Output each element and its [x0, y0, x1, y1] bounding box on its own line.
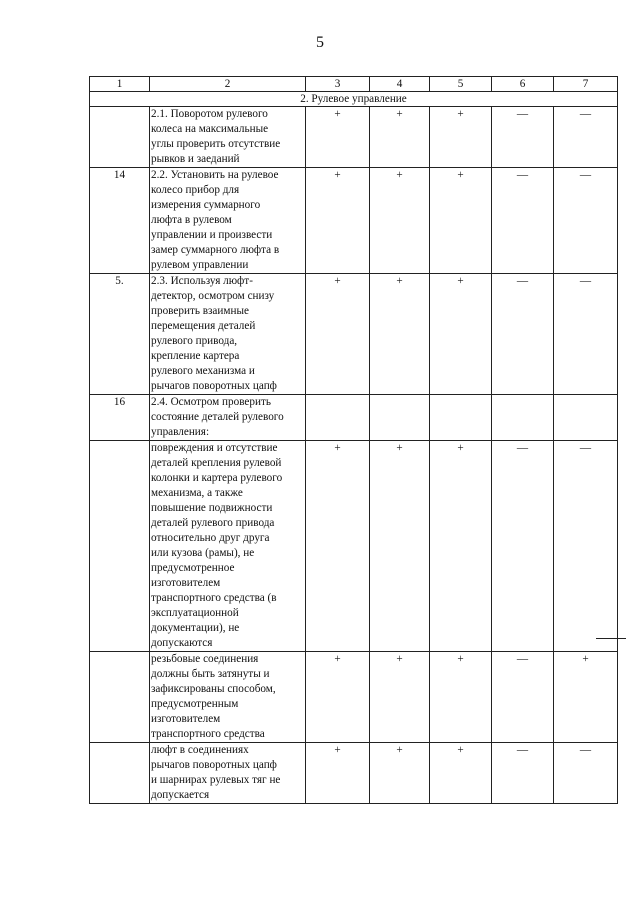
- description-line: допускаются: [151, 637, 213, 649]
- applicability-mark: +: [370, 652, 430, 743]
- description-line: эксплуатационной: [151, 607, 239, 619]
- description-line: рычагов поворотных цапф: [151, 380, 277, 392]
- description-line: управления:: [151, 426, 210, 438]
- applicability-mark: —: [492, 107, 554, 168]
- check-description: [150, 743, 306, 804]
- column-header: 3: [306, 77, 370, 92]
- description-line: проверить взаимные: [151, 305, 249, 317]
- applicability-mark: +: [370, 441, 430, 652]
- description-line: перемещения деталей: [151, 320, 256, 332]
- description-line: крепление картера: [151, 350, 240, 362]
- applicability-mark: +: [430, 441, 492, 652]
- column-header: 5: [430, 77, 492, 92]
- check-description: [150, 441, 306, 652]
- applicability-mark: +: [370, 274, 430, 395]
- table-row: [90, 652, 618, 743]
- check-description: [150, 168, 306, 274]
- column-header: 1: [90, 77, 150, 92]
- description-line: люфта в рулевом: [151, 214, 232, 226]
- description-line: повреждения и отсутствие: [151, 442, 278, 454]
- applicability-mark: +: [430, 743, 492, 804]
- applicability-mark: +: [306, 652, 370, 743]
- applicability-mark: [430, 395, 492, 441]
- description-line: допускается: [151, 789, 210, 801]
- description-line: транспортного средства: [151, 728, 265, 740]
- applicability-mark: [306, 395, 370, 441]
- check-description: [150, 274, 306, 395]
- description-line: состояние деталей рулевого: [151, 411, 284, 423]
- description-line: люфт в соединениях: [151, 744, 249, 756]
- description-line: зафиксированы способом,: [151, 683, 276, 695]
- description-line: изготовителем: [151, 713, 221, 725]
- page-number: 5: [316, 34, 324, 51]
- table-row: [90, 107, 618, 168]
- applicability-mark: —: [492, 441, 554, 652]
- description-line: колонки и картера рулевого: [151, 472, 283, 484]
- applicability-mark: +: [370, 743, 430, 804]
- description-line: транспортного средства (в: [151, 592, 277, 604]
- column-header: 2: [150, 77, 306, 92]
- row-number: [90, 652, 150, 743]
- table-row: [90, 168, 618, 274]
- applicability-mark: +: [306, 274, 370, 395]
- check-description: [150, 395, 306, 441]
- applicability-mark: +: [370, 168, 430, 274]
- description-line: предусмотренным: [151, 698, 239, 710]
- applicability-mark: +: [430, 652, 492, 743]
- applicability-mark: +: [430, 107, 492, 168]
- section-row: [90, 92, 618, 107]
- column-header: 4: [370, 77, 430, 92]
- description-line: относительно друг друга: [151, 532, 270, 544]
- applicability-mark: —: [492, 743, 554, 804]
- description-line: повышение подвижности: [151, 502, 273, 514]
- applicability-mark: [492, 395, 554, 441]
- inspection-table: [89, 76, 618, 804]
- description-line: колеса на максимальные: [151, 123, 269, 135]
- description-line: механизма, а также: [151, 487, 243, 499]
- description-line: рулевого механизма и: [151, 365, 255, 377]
- description-line: 2.1. Поворотом рулевого: [151, 108, 268, 120]
- section-title: 2. Рулевое управление: [90, 92, 618, 107]
- row-number: 14: [90, 168, 150, 274]
- applicability-mark: +: [430, 274, 492, 395]
- row-number: [90, 107, 150, 168]
- description-line: деталей рулевого привода: [151, 517, 275, 529]
- description-line: рулевом управлении: [151, 259, 249, 271]
- applicability-mark: +: [370, 107, 430, 168]
- description-line: предусмотренное: [151, 562, 235, 574]
- applicability-mark: +: [306, 107, 370, 168]
- column-header: 7: [554, 77, 618, 92]
- header-row: [90, 77, 618, 92]
- description-line: замер суммарного люфта в: [151, 244, 280, 256]
- table-row: [90, 395, 618, 441]
- applicability-mark: —: [554, 743, 618, 804]
- applicability-mark: [370, 395, 430, 441]
- description-line: документации), не: [151, 622, 240, 634]
- applicability-mark: +: [306, 441, 370, 652]
- applicability-mark: [554, 395, 618, 441]
- margin-stroke: [596, 638, 626, 639]
- column-header: 6: [492, 77, 554, 92]
- table-row: [90, 274, 618, 395]
- description-line: должны быть затянуты и: [151, 668, 270, 680]
- applicability-mark: —: [492, 652, 554, 743]
- description-line: рывков и заеданий: [151, 153, 240, 165]
- description-line: деталей крепления рулевой: [151, 457, 282, 469]
- applicability-mark: —: [492, 274, 554, 395]
- row-number: [90, 441, 150, 652]
- applicability-mark: —: [492, 168, 554, 274]
- description-line: измерения суммарного: [151, 199, 261, 211]
- applicability-mark: +: [306, 168, 370, 274]
- description-line: углы проверить отсутствие: [151, 138, 281, 150]
- description-line: колесо прибор для: [151, 184, 240, 196]
- row-number: [90, 743, 150, 804]
- row-number: 5.: [90, 274, 150, 395]
- table-row: [90, 743, 618, 804]
- description-line: 2.3. Используя люфт-: [151, 275, 253, 287]
- description-line: рычагов поворотных цапф: [151, 759, 277, 771]
- description-line: управлении и произвести: [151, 229, 273, 241]
- description-line: детектор, осмотром снизу: [151, 290, 275, 302]
- check-description: [150, 652, 306, 743]
- description-line: резьбовые соединения: [151, 653, 259, 665]
- applicability-mark: —: [554, 441, 618, 652]
- description-line: рулевого привода,: [151, 335, 238, 347]
- table-row: [90, 441, 618, 652]
- check-description: [150, 107, 306, 168]
- description-line: 2.4. Осмотром проверить: [151, 396, 271, 408]
- applicability-mark: —: [554, 168, 618, 274]
- description-line: 2.2. Установить на рулевое: [151, 169, 279, 181]
- applicability-mark: —: [554, 107, 618, 168]
- row-number: 16: [90, 395, 150, 441]
- applicability-mark: +: [430, 168, 492, 274]
- description-line: изготовителем: [151, 577, 221, 589]
- applicability-mark: +: [554, 652, 618, 743]
- applicability-mark: —: [554, 274, 618, 395]
- applicability-mark: +: [306, 743, 370, 804]
- description-line: и шарнирах рулевых тяг не: [151, 774, 281, 786]
- description-line: или кузова (рамы), не: [151, 547, 255, 559]
